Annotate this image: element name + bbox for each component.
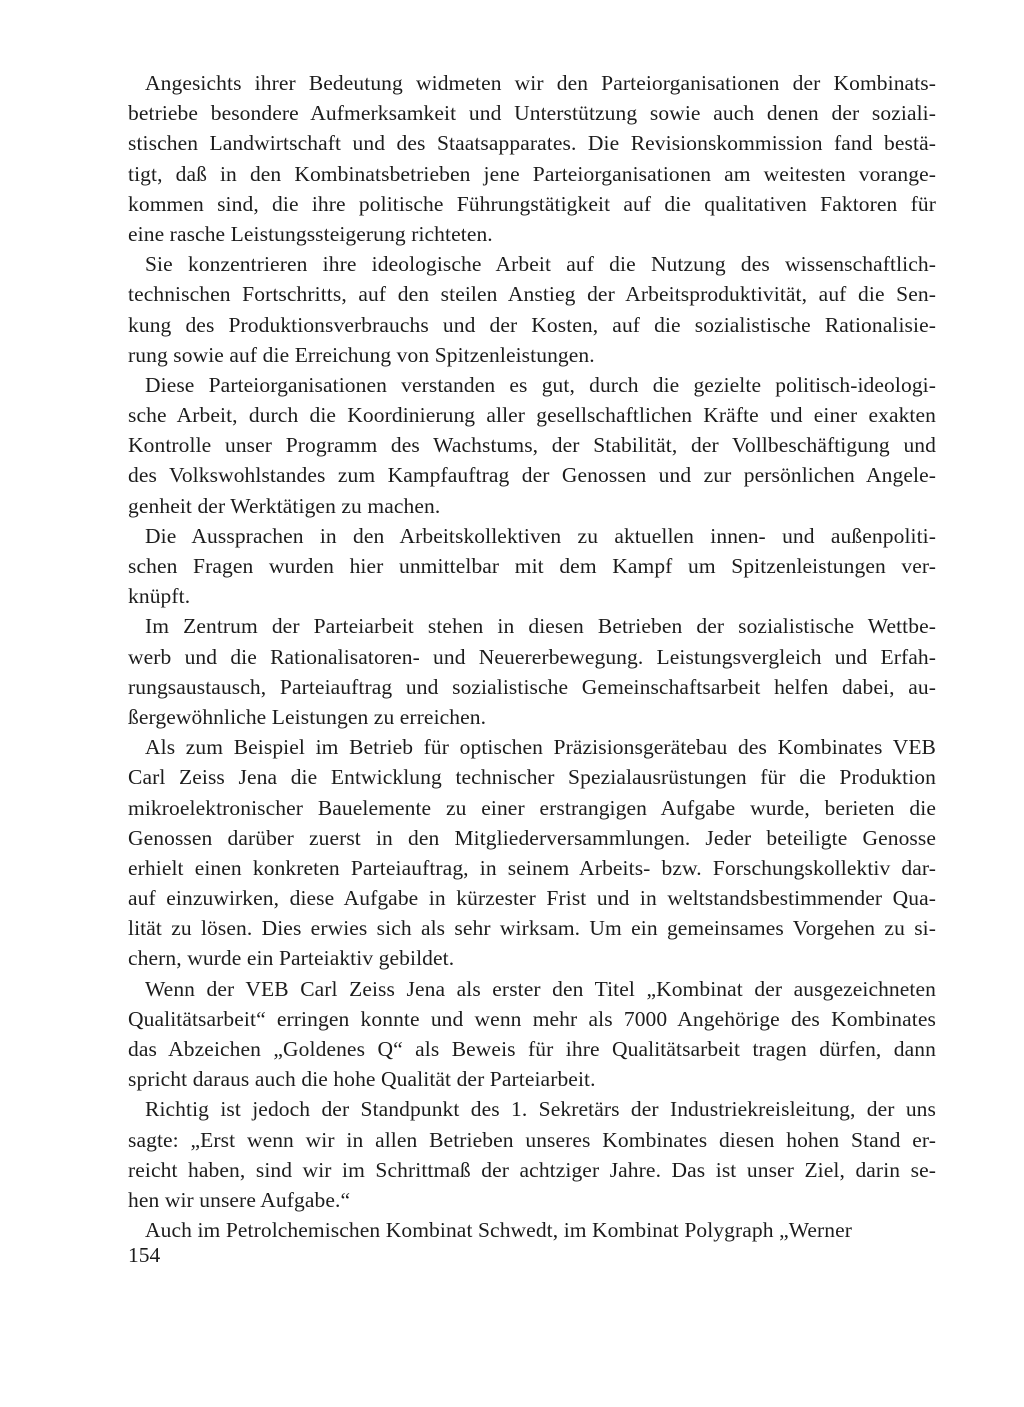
text-line: kommen sind, die ihre politische Führungstätigkeit auf die qualitativen Faktoren für [128,191,936,216]
text-line: Richtig ist jedoch der Standpunkt des 1. Sekretärs der Industriekreisleitung, der uns [145,1097,936,1122]
text-line: lität zu lösen. Dies erwies sich als sehr wirksam. Um ein gemeinsames Vorgehen zu si- [128,916,936,941]
text-line: technischen Fortschritts, auf den steilen Anstieg der Arbeitsproduktivität, auf die Sen- [128,282,936,307]
text-line: Angesichts ihrer Bedeutung widmeten wir den Parteiorganisationen der Kombinats- [145,71,936,95]
text-line: kung des Produktionsverbrauchs und der Kosten, auf die sozialistische Rationalisie- [128,312,936,337]
paragraph [128,974,936,1095]
paragraph [128,249,936,370]
text-line: stischen Landwirtschaft und des Staatsapparates. Die Revisionskommission fand bestä- [128,131,936,156]
text-line: das Abzeichen „Goldenes Q“ als Beweis für ihre Qualitätsarbeit tragen dürfen, dann [128,1037,936,1061]
text-line: Die Aussprachen in den Arbeitskollektiven zu aktuellen innen- und außenpoliti- [145,523,936,548]
text-line: Im Zentrum der Parteiarbeit stehen in diesen Betrieben der sozialistische Wettbe- [145,614,936,639]
text-line: eine rasche Leistungssteigerung richteten. [128,221,493,246]
text-line: Qualitätsarbeit“ erringen konnte und wenn mehr als 7000 Angehörige des Kombinates [128,1006,936,1031]
body-text [128,68,936,1245]
text-line: rungsaustausch, Parteiauftrag und sozialistische Gemeinschaftsarbeit helfen dabei, au- [128,674,936,699]
paragraph [128,1215,936,1245]
paragraph [128,732,936,974]
text-line: rung sowie auf die Erreichung von Spitzenleistungen. [128,342,595,367]
text-line: Kontrolle unser Programm des Wachstums, der Stabilität, der Vollbeschäftigung und [128,433,936,458]
paragraph [128,611,936,732]
text-line: ßergewöhnliche Leistungen zu erreichen. [128,704,487,729]
text-line: Auch im Petrolchemischen Kombinat Schwedt, im Kombinat Polygraph „Werner [145,1218,853,1243]
text-line: spricht daraus auch die hohe Qualität der Parteiarbeit. [128,1067,596,1092]
text-line: mikroelektronischer Bauelemente zu einer erstrangigen Aufgabe wurde, berieten die [128,795,936,820]
text-line: sche Arbeit, durch die Koordinierung aller gesellschaftlichen Kräfte und einer exakten [128,403,936,428]
text-line: Als zum Beispiel im Betrieb für optischen Präzisionsgerätebau des Kombinates VEB [145,735,936,760]
page-number: 154 [128,1243,161,1267]
text-line: sagte: „Erst wenn wir in allen Betrieben unseres Kombinates diesen hohen Stand er- [128,1127,936,1152]
text-line: des Volkswohlstandes zum Kampfauftrag der Genossen und zur persönlichen Angele- [128,463,936,488]
paragraph [128,521,936,612]
text-line: genheit der Werktätigen zu machen. [128,493,441,518]
text-line: reicht haben, sind wir im Schrittmaß der achtziger Jahre. Das ist unser Ziel, darin se- [128,1157,936,1182]
text-line: hen wir unsere Aufgabe.“ [128,1187,351,1212]
text-line: auf einzuwirken, diese Aufgabe in kürzester Frist und in weltstandsbestimmender Qua- [128,886,936,911]
paragraph [128,68,936,249]
text-line: chern, wurde ein Parteiaktiv gebildet. [128,946,455,971]
text-line: schen Fragen wurden hier unmittelbar mit dem Kampf um Spitzenleistungen ver- [128,554,936,578]
text-line: werb und die Rationalisatoren- und Neuererbewegung. Leistungsvergleich und Erfah- [128,644,936,669]
text-line: tigt, daß in den Kombinatsbetrieben jene Parteiorganisationen am weitesten vorange- [128,161,936,186]
text-line: Carl Zeiss Jena die Entwicklung technischer Spezialausrüstungen für die Produktion [128,765,936,790]
paragraph [128,370,936,521]
text-line: betriebe besondere Aufmerksamkeit und Unterstützung sowie auch denen der soziali- [128,101,936,126]
text-line: Genossen darüber zuerst in den Mitgliederversammlungen. Jeder beteiligte Genosse [128,825,936,850]
text-line: Diese Parteiorganisationen verstanden es gut, durch die gezielte politisch-ideologi- [145,372,936,397]
text-line: knüpft. [128,584,191,609]
text-line: Wenn der VEB Carl Zeiss Jena als erster den Titel „Kombinat der ausgezeichneten [145,976,936,1001]
text-line: erhielt einen konkreten Parteiauftrag, in seinem Arbeits- bzw. Forschungskollektiv dar- [128,855,936,880]
text-line: Sie konzentrieren ihre ideologische Arbeit auf die Nutzung des wissenschaftlich- [145,252,936,277]
paragraph [128,1094,936,1215]
